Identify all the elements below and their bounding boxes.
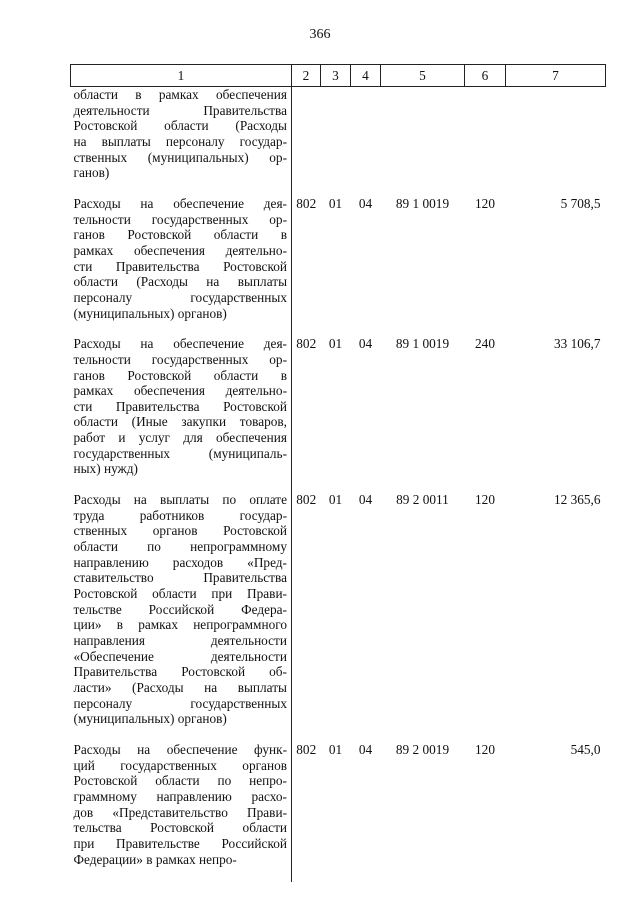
subsection-code: 04 (358, 492, 373, 508)
column-header-3: 3 (321, 65, 351, 87)
subsection-code: 04 (358, 336, 373, 352)
expense-type-code: 120 (475, 741, 495, 757)
expense-description (71, 492, 292, 742)
description-line: на выплаты персоналу государ- (73, 133, 287, 149)
expense-type-code: 120 (475, 195, 495, 211)
description-line: ставительство Правительства (73, 570, 287, 586)
section-code (321, 87, 351, 196)
description-line: (муниципальных) органов) (73, 305, 227, 321)
description-line: тельности государственных ор- (73, 351, 287, 367)
description-line: Ростовской области при Прави- (73, 586, 287, 602)
description-line: ственных органов Ростовской (73, 523, 287, 539)
column-header-5: 5 (381, 65, 465, 87)
description-line: ций государственных органов (73, 757, 287, 773)
description-line: ственных (муниципальных) ор- (73, 149, 287, 165)
target-article-code (381, 87, 465, 196)
description-line: тельности государственных ор- (73, 211, 287, 227)
description-line: рамках обеспечения деятельно- (73, 383, 287, 399)
description-line: государственных (муниципаль- (73, 445, 287, 461)
ministry-code: 802 (296, 336, 317, 352)
description-line: области (Расходы на выплаты (73, 274, 287, 290)
description-line: Расходы на выплаты по оплате (73, 492, 287, 508)
description-line: рамках обеспечения деятельно- (73, 242, 287, 258)
expense-type-code: 120 (475, 492, 495, 508)
amount-value: 5 708,5 (560, 195, 601, 211)
column-header-2: 2 (292, 65, 321, 87)
subsection-code: 04 (358, 741, 373, 757)
table-row (71, 196, 606, 336)
expense-type-code (465, 87, 506, 196)
description-line: Правительства Ростовской об- (73, 664, 287, 680)
description-line: Ростовской области (Расходы (73, 118, 287, 134)
description-line: направления деятельности (73, 633, 287, 648)
target-article-code: 89 1 0019 (395, 195, 450, 211)
column-header-1: 1 (71, 65, 292, 87)
target-article-code: 89 1 0019 (395, 336, 450, 352)
table-row (71, 336, 606, 492)
expense-description (71, 336, 292, 492)
description-line: труда работников государ- (73, 507, 287, 523)
expense-description (71, 196, 292, 336)
description-line: тельстве Российской Федера- (73, 601, 287, 617)
description-line: персоналу государственных (73, 695, 287, 711)
column-number-header (71, 65, 606, 87)
column-header-6: 6 (465, 65, 506, 87)
table-row (71, 87, 606, 196)
budget-table (70, 64, 606, 882)
table-row (71, 492, 606, 742)
description-line: сти Правительства Ростовской (73, 258, 287, 274)
description-line: тельства Ростовской области (73, 820, 287, 836)
description-line: (муниципальных) органов) (73, 711, 227, 727)
description-line: персоналу государственных (73, 289, 287, 305)
description-line: граммному направлению расхо- (73, 788, 287, 804)
description-line: дов «Представительство Прави- (73, 804, 287, 820)
description-line: области (Иные закупки товаров, (73, 414, 287, 430)
section-code: 01 (328, 741, 343, 757)
ministry-code: 802 (296, 195, 317, 211)
subsection-code: 04 (358, 195, 373, 211)
description-line: Ростовской области по непро- (73, 773, 287, 789)
description-line: деятельности Правительства (73, 102, 287, 118)
description-line: ных) нужд) (73, 461, 138, 477)
description-line: сти Правительства Ростовской (73, 398, 287, 414)
section-code: 01 (328, 195, 343, 211)
page-number: 366 (309, 27, 331, 42)
amount-value: 12 365,6 (553, 492, 601, 508)
description-line: ганов Ростовской области в (73, 367, 287, 383)
description-line: Федерации» в рамках непро- (73, 851, 237, 867)
target-article-code: 89 2 0019 (395, 741, 450, 757)
description-line: ганов Ростовской области в (73, 227, 287, 243)
description-line: при Правительстве Российской (73, 835, 287, 851)
description-line: ганов) (73, 165, 110, 181)
description-line: работ и услуг для обеспечения (73, 430, 287, 446)
expense-type-code: 240 (475, 336, 495, 352)
expense-description (71, 742, 292, 882)
description-line: ции» в рамках непрограммного (73, 617, 287, 633)
amount-value (506, 87, 606, 196)
section-code: 01 (328, 492, 343, 508)
description-line: Расходы на обеспечение функ- (73, 741, 287, 757)
description-line: области в рамках обеспечения (73, 87, 287, 102)
description-line: направлению расходов «Пред- (73, 554, 287, 570)
ministry-code: 802 (296, 492, 317, 508)
amount-value: 545,0 (570, 741, 601, 757)
amount-value: 33 106,7 (553, 336, 601, 352)
description-line: Расходы на обеспечение дея- (73, 336, 287, 352)
target-article-code: 89 2 0011 (396, 492, 449, 508)
description-line: области по непрограммному (73, 539, 287, 555)
description-line: ласти» (Расходы на выплаты (73, 679, 287, 695)
ministry-code: 802 (296, 741, 317, 757)
table-row (71, 742, 606, 882)
expense-description (71, 87, 292, 196)
subsection-code (351, 87, 381, 196)
section-code: 01 (328, 336, 343, 352)
column-header-4: 4 (351, 65, 381, 87)
ministry-code (292, 87, 321, 196)
column-header-7: 7 (506, 65, 606, 87)
description-line: «Обеспечение деятельности (73, 648, 287, 664)
description-line: Расходы на обеспечение дея- (73, 195, 287, 211)
